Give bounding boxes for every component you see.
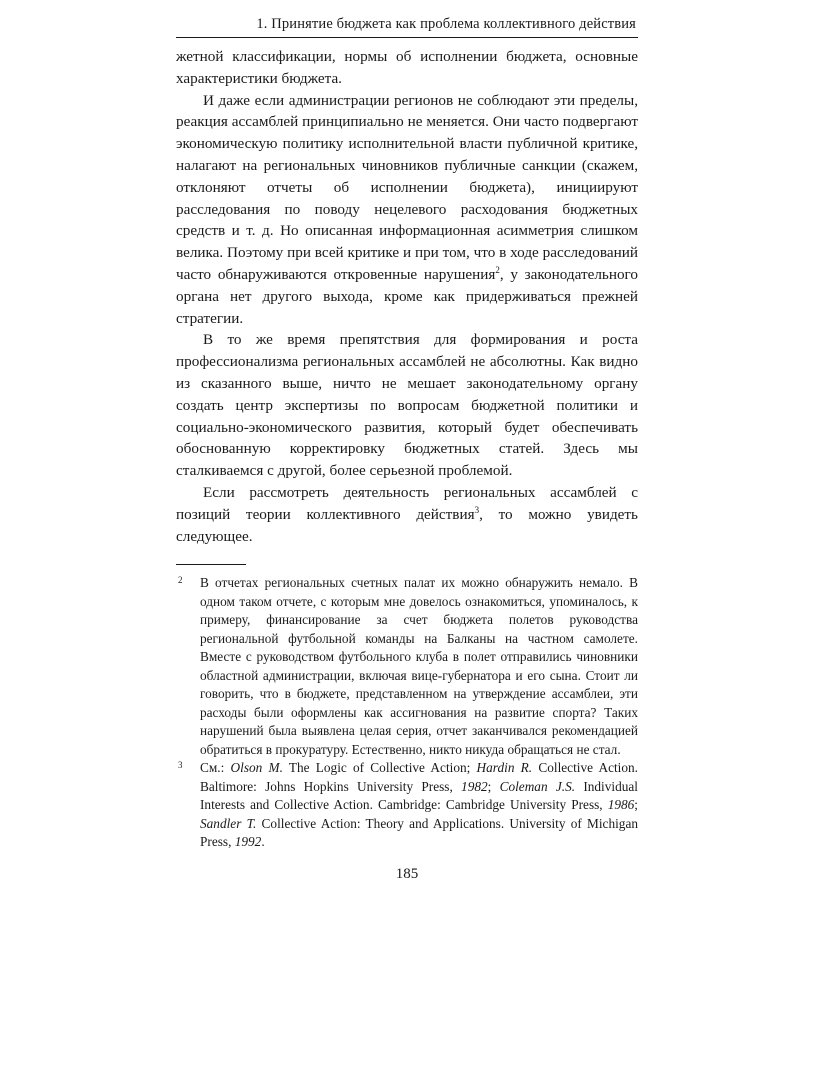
paragraph <box>176 90 638 330</box>
citation-year: 1992 <box>234 834 262 850</box>
main-text <box>176 46 638 547</box>
citation-author: Olson M. <box>230 760 283 776</box>
citation-year: 1982 <box>461 778 488 794</box>
citation-author: Coleman J.S. <box>499 778 576 794</box>
footnote-mark: 2 <box>178 575 183 586</box>
paragraph-text: Если рассмотреть деятельность региональных ассамблей с позиций теории коллективного действия <box>176 483 638 523</box>
page-number: 185 <box>395 865 419 882</box>
citation-author: Sandler T. <box>200 815 257 831</box>
paragraph-text: жетной классификации, нормы об исполнении бюджета, основные характеристики бюджета. <box>176 48 638 87</box>
citation-title: Individual Interests and Collective Action. Cambridge: Cambridge University Press, <box>200 778 638 813</box>
footnote-ref[interactable]: 3 <box>474 504 480 515</box>
footnote-ref[interactable]: 2 <box>495 264 500 275</box>
paragraph-text: , то можно увидеть следующее. <box>176 505 638 545</box>
book-page <box>176 14 638 884</box>
footnote-text: В отчетах региональных счетных палат их можно обнаружить немало. В одном таком отчете, с которым мне довелось ознакомиться, упоминалось, к примеру, финансирование за счет бюджета полетов руководства региональной футбольной команды на Балканы на частном самолете. Вместе с руководством футбольного клуба в полет отправились чиновники областной администрации, включая вице-губернатора и его сына. Стоит ли говорить, что в бюджете, представленном на утверждение ассамблеи, эти расходы были оформлены как ассигнования на развитие спорта? Таких нарушений была выявлена целая серия, отчет заканчивался рекомендацией обратиться в прокуратуру. Естественно, никто никуда обращаться не стал. <box>200 575 638 757</box>
footnote <box>176 759 638 852</box>
citation-title: Collective Action. Baltimore: Johns Hopkins University Press, <box>200 760 638 794</box>
paragraph-text: И даже если администрации регионов не соблюдают эти пределы, реакция ассамблей принципиально не меняется. Они часто подвергают экономическую политику исполнительной власти публичной критике, налагают на региональных чиновников публичные санкции (скажем, отклоняют отчеты об исполнении бюджета), инициируют расследования по поводу нецелевого расходования бюджетных средств и т. д. Но описанная информационная асимметрия слишком велика. Поэтому при всей критике и при том, что в ходе расследований часто обнаруживаются откровенные нарушения <box>176 91 638 283</box>
footnote-prefix: См.: <box>200 760 231 776</box>
paragraph-text: В то же время препятствия для формирования и роста профессионализма региональных ассамблей не абсолютны. Как видно из сказанного выше, ничто не мешает законодательному органу создать центр экспертизы по вопросам бюджетной политики и социально-экономического развития, который будет обеспечивать обоснованную корректировку бюджетных статей. Здесь мы сталкиваемся с другой, более серьезной проблемой. <box>176 331 638 480</box>
footnote <box>176 574 638 759</box>
running-head: 1. Принятие бюджета как проблема коллективного действия <box>256 16 636 32</box>
footnote-mark: 3 <box>178 760 183 771</box>
paragraph <box>176 482 638 547</box>
citation-title: The Logic of Collective Action; <box>282 760 477 776</box>
citation-end: . <box>261 834 265 850</box>
paragraph <box>176 46 638 90</box>
citation-separator: ; <box>634 797 638 813</box>
footnote-rule <box>176 564 246 565</box>
citation-separator: ; <box>487 778 500 794</box>
citation-year: 1986 <box>607 797 635 813</box>
header-rule <box>176 37 638 38</box>
citation-author: Hardin R. <box>476 760 533 776</box>
citation-title: Collective Action: Theory and Applications. University of Michigan Press, <box>200 815 638 850</box>
paragraph-text: , у законодательного органа нет другого выхода, кроме как придерживаться прежней стратегии. <box>176 265 638 327</box>
paragraph <box>176 329 638 482</box>
